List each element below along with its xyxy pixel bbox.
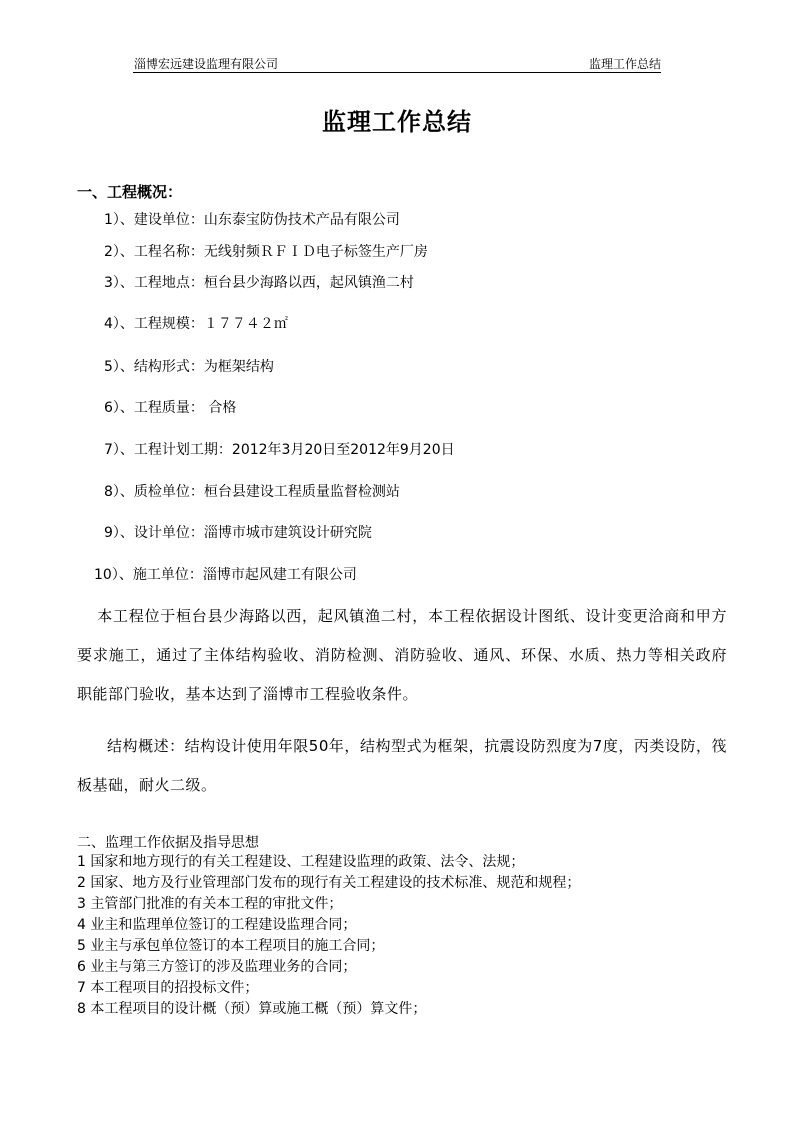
- list-item: 2 国家、地方及行业管理部门发布的现行有关工程建设的技术标准、规范和规程；: [77, 875, 581, 891]
- header-rule: [133, 72, 661, 73]
- section1-item: 3）、工程地点：桓台县少海路以西，起风镇渔二村: [104, 275, 414, 291]
- header-company: 淄博宏远建设监理有限公司: [134, 57, 279, 71]
- section1-item: 7）、工程计划工期：2012年3月20日至2012年9月20日: [104, 442, 455, 458]
- section1-item: 2）、工程名称：无线射频ＲＦＩＤ电子标签生产厂房: [104, 244, 428, 260]
- list-item: 8 本工程项目的设计概（预）算或施工概（预）算文件；: [77, 1001, 427, 1017]
- section2-title: 二、监理工作依据及指导思想: [77, 835, 259, 851]
- list-item: 1 国家和地方现行的有关工程建设、工程建设监理的政策、法令、法规；: [77, 854, 525, 870]
- section1-item: 6）、工程质量： 合格: [104, 400, 237, 416]
- section1-item: 1）、建设单位：山东泰宝防伪技术产品有限公司: [104, 212, 400, 228]
- section1-item: 8）、质检单位：桓台县建设工程质量监督检测站: [104, 484, 400, 500]
- paragraph-text: 结构概述：结构设计使用年限50年，结构型式为框架，抗震设防烈度为7度，丙类设防，筏板基础，耐火二级。: [77, 737, 727, 794]
- section1-item: 5）、结构形式：为框架结构: [104, 359, 274, 375]
- paragraph-text: 本工程位于桓台县少海路以西，起风镇渔二村，本工程依据设计图纸、设计变更洽商和甲方要求施工，通过了主体结构验收、消防检测、消防验收、通风、环保、水质、热力等相关政府职能部门验收，基本达到了淄博市工程验收条件。: [77, 607, 727, 703]
- list-item: 7 本工程项目的招投标文件；: [77, 980, 259, 996]
- list-item: 6 业主与第三方签订的涉及监理业务的合同；: [77, 959, 357, 975]
- section1-item: 10）、施工单位：淄博市起风建工有限公司: [94, 567, 357, 583]
- list-item: 3 主管部门批准的有关本工程的审批文件；: [77, 896, 343, 912]
- header-doc-name: 监理工作总结: [589, 57, 662, 71]
- section1-item: 9）、设计单位：淄博市城市建筑设计研究院: [104, 525, 372, 541]
- section1-title: 一、工程概况：: [77, 183, 183, 201]
- section2-list: [77, 852, 580, 1020]
- section1-item: 4）、工程规模：１７７４２㎡: [104, 316, 288, 332]
- section1-paragraph-structure: [77, 727, 727, 805]
- section1-paragraph-overview: [77, 597, 727, 714]
- list-item: 5 业主与承包单位签订的本工程项目的施工合同；: [77, 938, 385, 954]
- page-title: 监理工作总结: [322, 107, 472, 136]
- list-item: 4 业主和监理单位签订的工程建设监理合同；: [77, 917, 357, 933]
